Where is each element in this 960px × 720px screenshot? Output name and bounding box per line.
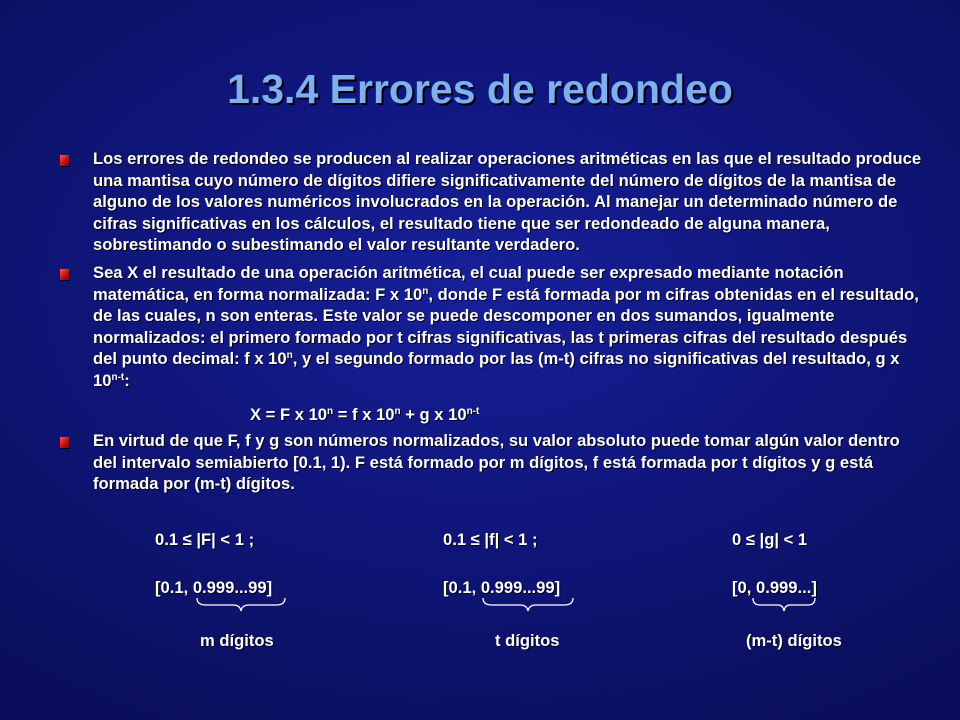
paragraph-normalized-values: En virtud de que F, f y g son números normalizados, su valor absoluto puede tomar algún valor dentro del intervalo semiabierto [0.1, 1). F está formado por m dígitos, f está formada por t dígitos y g está formada por (m-t) dígitos. (93, 431, 900, 493)
interval-g-range: [0, 0.999...] (732, 578, 817, 597)
bullet-icon (60, 269, 69, 280)
interval-g-digits: (m-t) dígitos (746, 631, 842, 650)
interval-f-inequality: 0.1 ≤ |f| < 1 ; (443, 530, 538, 549)
interval-g-inequality: 0 ≤ |g| < 1 (732, 530, 808, 549)
slide-title: 1.3.4 Errores de redondeo (227, 66, 733, 112)
interval-f-digits: t dígitos (495, 631, 560, 650)
paragraph-rounding-errors: Los errores de redondeo se producen al realizar operaciones aritméticas en las que el resultado produce una mantisa cuyo número de dígitos difiere significativamente del número de dígitos de la mantisa de alguno de los valores numéricos involucrados en la operación. Al manejar un determinado número de cifras significativas en los cálculos, el resultado tiene que ser redondeado de alguna manera, sobrestimando o subestimando el valor resultante verdadero. (93, 149, 922, 254)
bullet-icon (60, 437, 69, 448)
paragraph-normalized-notation: Sea X el resultado de una operación aritmética, el cual puede ser expresado mediante notación matemática, en forma normalizada: F x 10$^n$, donde F está formada por m cifras obtenidas en el resultado, de las cuales, n son enteras. Este valor se puede descomponer en dos sumandos, igualmente normalizados: el primero formado por t cifras significativas, las t primeras cifras del resultado después del punto decimal: f x 10$^n$, y el segundo formado por las (m-t) cifras no significativas del resultado, g x 10$^{n-t}$: (93, 263, 919, 390)
decomposition-formula: X = F x $10^n = f$ x $10^n + g$ x 10$^{n-t}$ (250, 405, 480, 424)
brace-g-icon (752, 596, 816, 614)
bullet-icon (60, 155, 69, 166)
interval-F-digits: m dígitos (200, 631, 274, 650)
interval-F-range: [0.1, 0.999...99] (155, 578, 273, 597)
interval-f-range: [0.1, 0.999...99] (443, 578, 561, 597)
brace-f-icon (482, 596, 574, 614)
brace-F-icon (196, 596, 286, 614)
interval-F-inequality: 0.1 ≤ |F| < 1 ; (155, 530, 255, 549)
